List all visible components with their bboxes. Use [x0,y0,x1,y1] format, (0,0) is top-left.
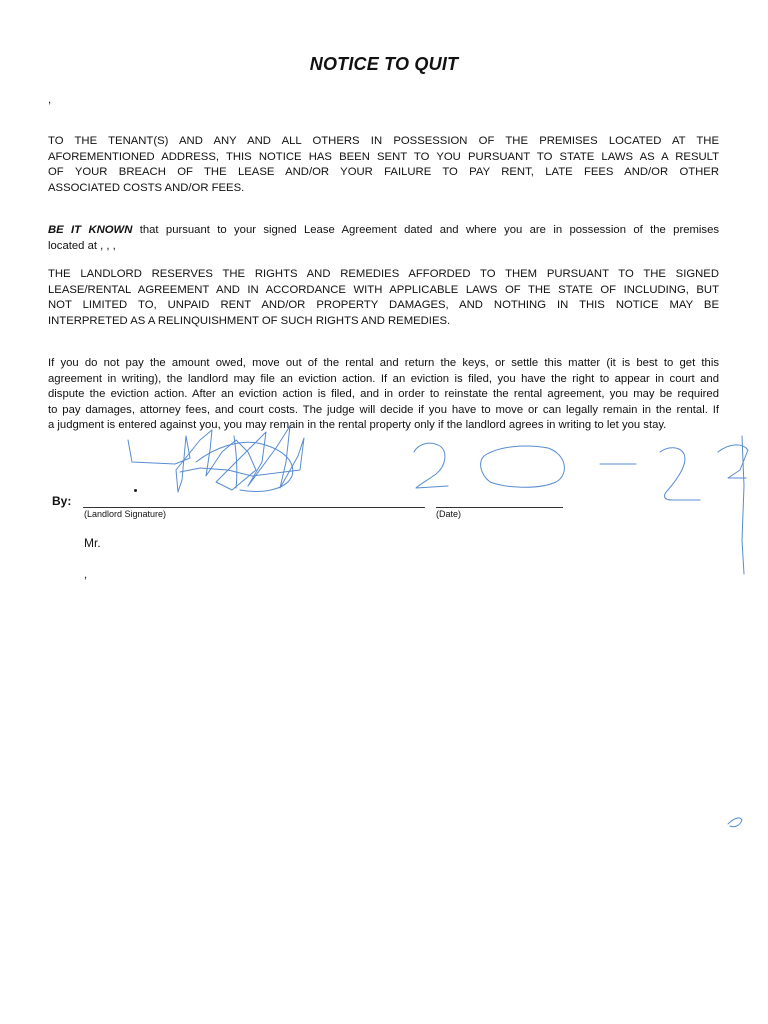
warning-line: If you do not pay the amount owed, move out of the rental and return the keys, or settle this matter (it is best to get this [48,357,719,369]
bullet-dot [134,489,137,492]
stray-ink-mark [728,818,742,827]
date-ink [414,443,448,488]
rights-line: NOT LIMITED TO, UNPAID RENT AND/OR PROPERTY DAMAGES, AND NOTHING IN THIS NOTICE MAY BE [48,299,719,311]
premises-location-line: located at , , , [48,239,116,252]
date-caption: (Date) [436,509,462,519]
rights-line: THE LANDLORD RESERVES THE RIGHTS AND REMEDIES AFFORDED TO THEM PURSUANT TO THE SIGNED [48,268,719,280]
rights-paragraph [48,267,719,329]
be-it-known-paragraph [48,223,719,254]
intro-line: OF YOUR BREACH OF THE LEASE AND/OR YOUR FAILURE TO PAY RENT, LATE FEES AND/OR OTHER [48,166,719,178]
by-label: By: [52,494,72,508]
be-it-known-line [48,223,719,239]
warning-line: dispute the eviction action. After an eviction action is filed, and in order to reinstate the rental agreement, you may be required [48,388,719,400]
document-title: NOTICE TO QUIT [309,54,459,74]
warning-line: a judgment is entered against you, you may remain in the rental property only if the landlord agrees in writing to let you stay. [48,419,667,431]
landlord-address: , [84,569,88,581]
be-it-known-text: that pursuant to your signed Lease Agreement dated and where you are in possession of the premises [132,224,719,236]
date-line[interactable] [436,507,563,508]
rights-line: LEASE/RENTAL AGREEMENT AND IN ACCORDANCE WITH APPLICABLE LAWS OF THE STATE OF INCLUDING, BUT [48,283,719,296]
intro-line: ASSOCIATED COSTS AND/OR FEES. [48,181,245,194]
rights-line: INTERPRETED AS A RELINQUISHMENT OF SUCH RIGHTS AND REMEDIES. [48,314,451,327]
signature-line[interactable] [83,507,425,508]
warning-line: agreement in writing), the landlord may file an eviction action. If an eviction is filed, you have the right to appear in court and [48,372,719,385]
landlord-name: Mr. [84,536,101,550]
be-it-known-lead: BE IT KNOWN [48,224,133,236]
address-line: , [48,94,52,106]
intro-line: TO THE TENANT(S) AND ANY AND ALL OTHERS IN POSSESSION OF THE PREMISES LOCATED AT THE [48,135,719,147]
intro-paragraph [48,134,719,196]
warning-line: to pay damages, attorney fees, and court costs. The judge will decide if you have to move or can legally remain in the rental. If [48,403,719,416]
warning-paragraph [48,356,719,434]
signature-ink [128,426,304,492]
signature-caption: (Landlord Signature) [84,509,167,519]
intro-line: AFOREMENTIONED ADDRESS, THIS NOTICE HAS BEEN SENT TO YOU PURSUANT TO STATE LAWS AS A RESULT [48,150,719,163]
